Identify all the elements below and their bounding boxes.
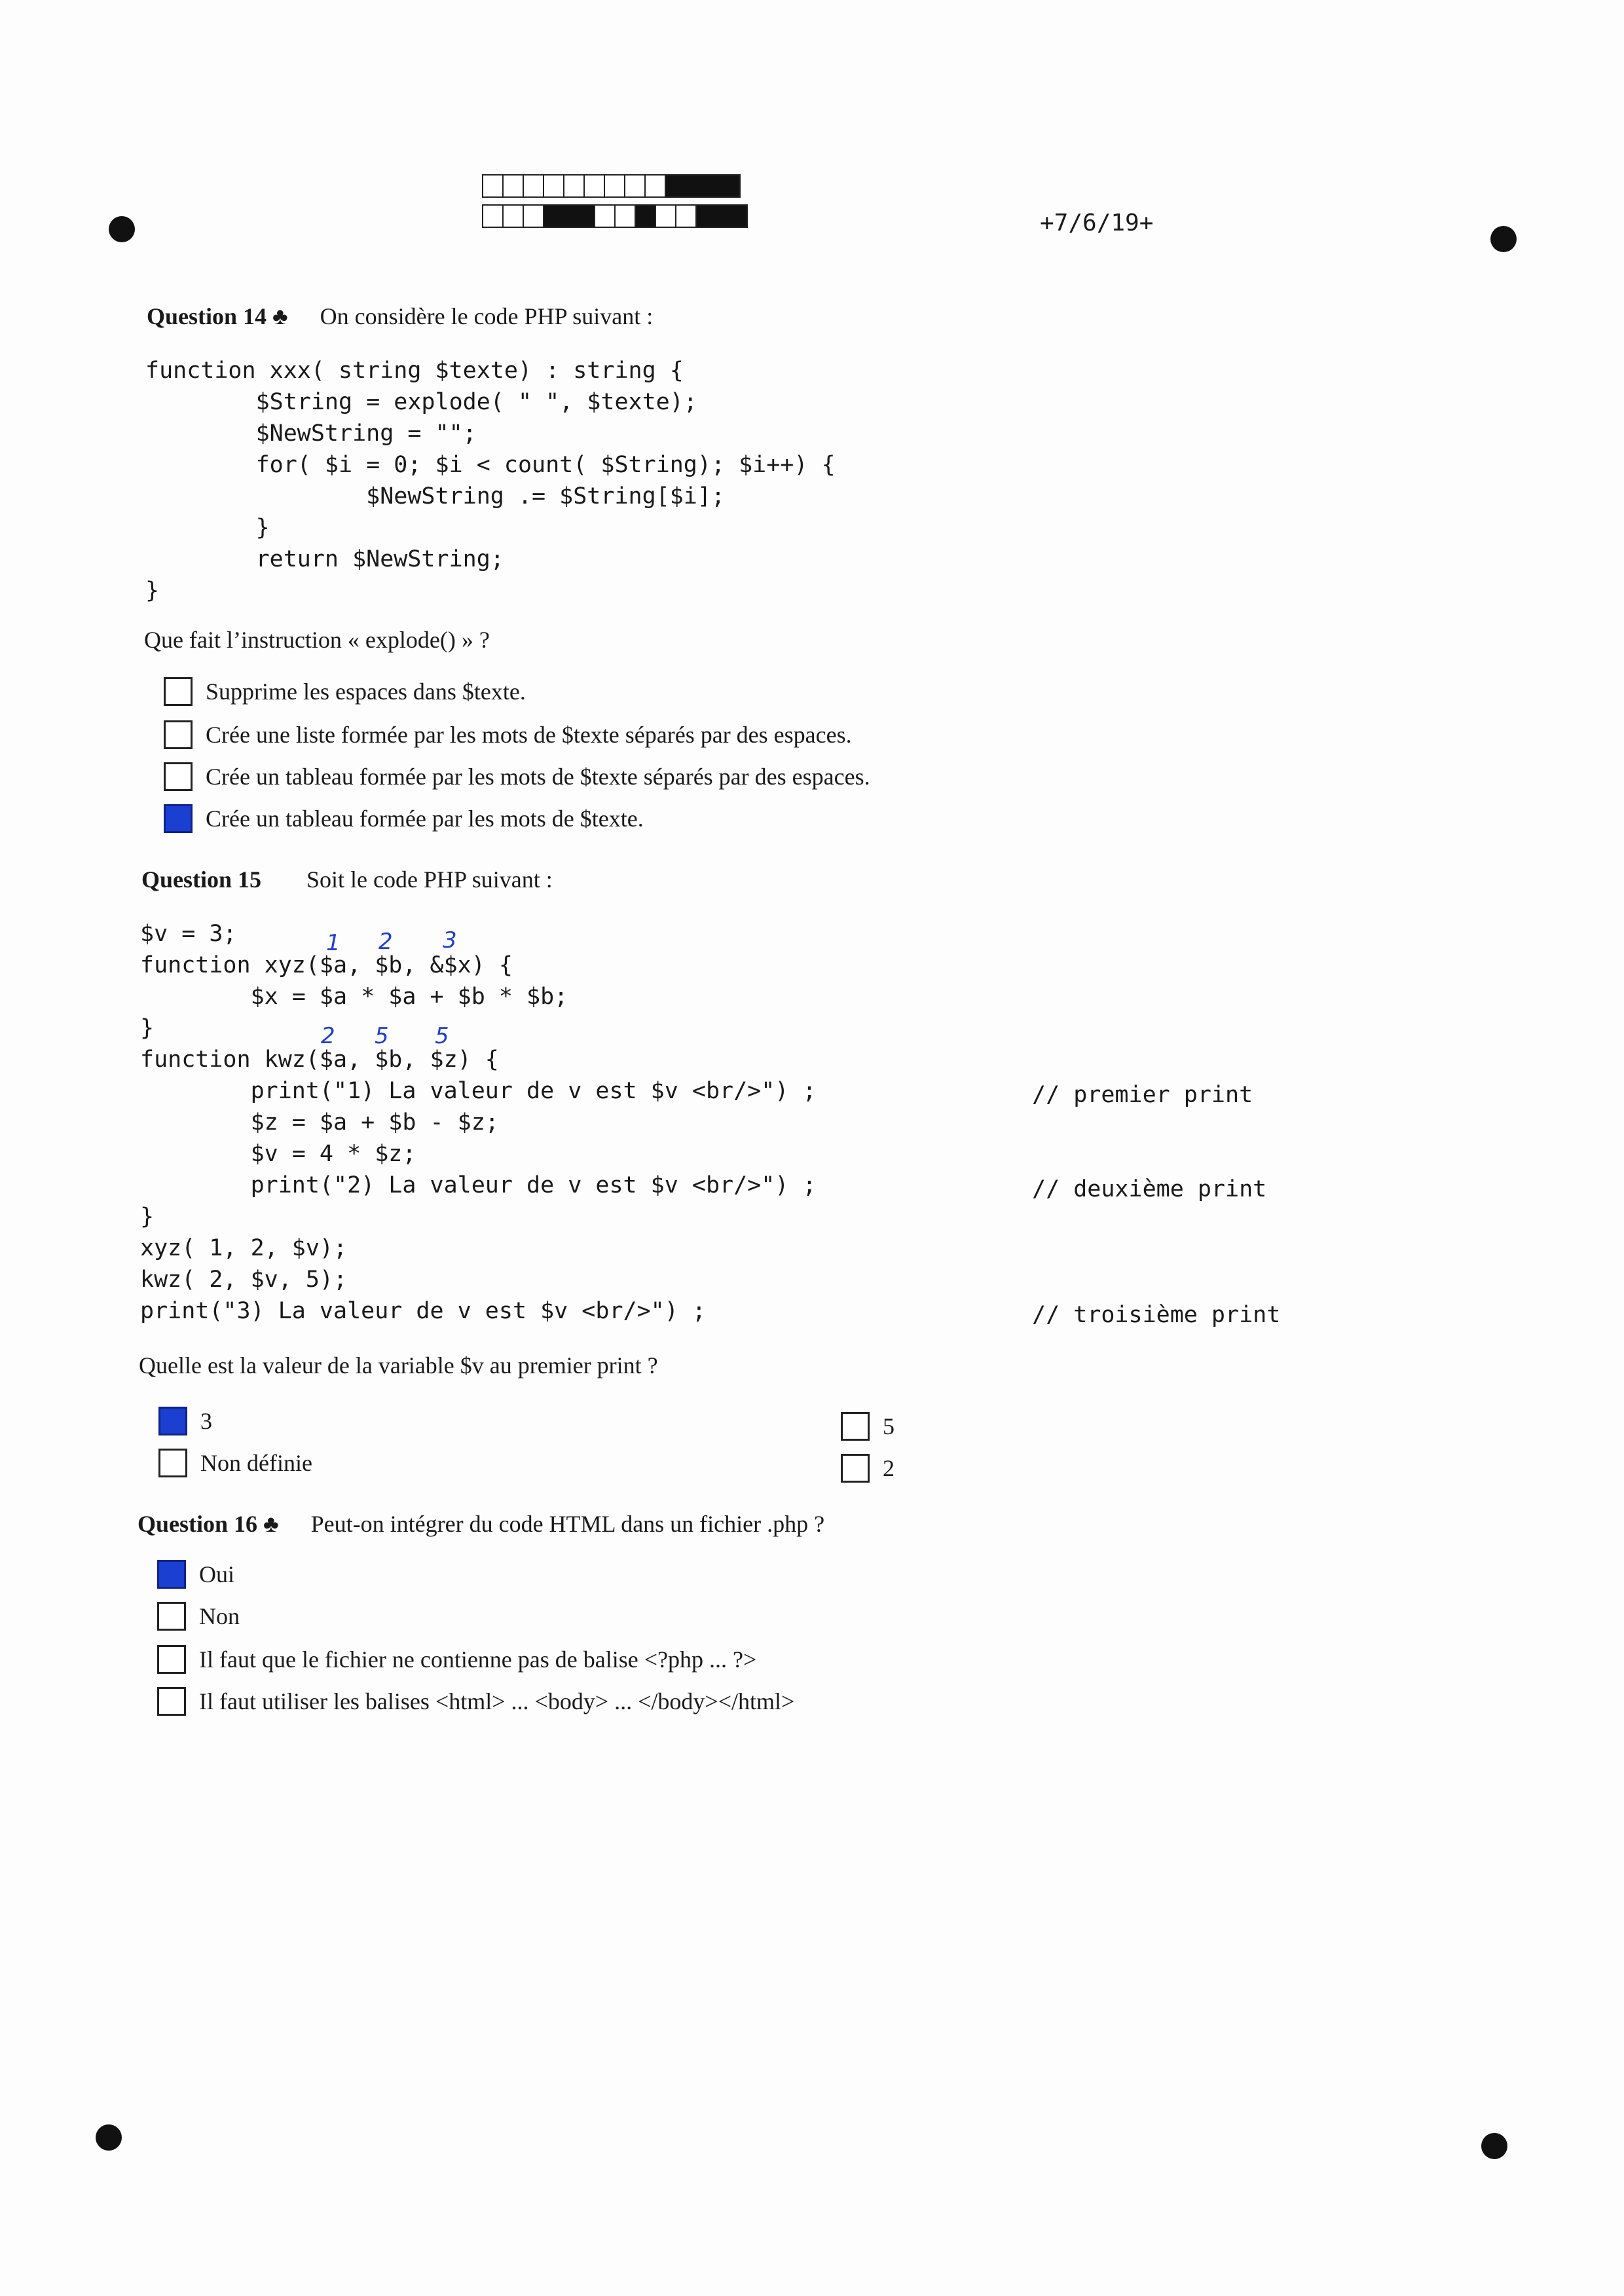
question-text: On considère le code PHP suivant : [320, 303, 654, 329]
q14-prompt: Que fait l’instruction « explode() » ? [144, 627, 490, 653]
q16-option-4[interactable]: Il faut utiliser les balises <html> ... <body> ... </body></html> [157, 1687, 794, 1716]
question-number: Question 14 [147, 303, 267, 329]
question-number: Question 15 [141, 866, 262, 893]
id-code-row-2 [482, 204, 747, 228]
club-icon: ♣ [263, 1511, 279, 1537]
handwritten-note: 5 [435, 1023, 449, 1049]
checkbox[interactable] [841, 1454, 870, 1483]
checkbox[interactable] [157, 1645, 186, 1674]
q15-option-2[interactable]: 5 [841, 1412, 895, 1441]
checkbox[interactable] [841, 1412, 870, 1441]
q14-option-4[interactable]: Crée un tableau formée par les mots de $texte. [164, 804, 644, 833]
checkbox[interactable] [164, 677, 193, 706]
q14-option-1[interactable]: Supprime les espaces dans $texte. [164, 677, 526, 706]
handwritten-note: 1 [326, 930, 341, 956]
checkbox[interactable] [158, 1449, 187, 1477]
checkbox-checked[interactable] [158, 1407, 187, 1435]
q16-option-2[interactable]: Non [157, 1602, 240, 1631]
registration-mark-bottom-left [96, 2124, 122, 2151]
question-16-heading [138, 1510, 824, 1538]
q14-code-block: function xxx( string $texte) : string { $String = explode( " ", $texte); $NewString = ""; for( $i = 0; $i < count( $String); $i++) { $NewString .= $String[$i]; } return $NewString; } [145, 358, 836, 604]
checkbox[interactable] [157, 1602, 186, 1631]
page-id: +7/6/19+ [1040, 210, 1154, 236]
q16-option-1[interactable]: Oui [157, 1560, 234, 1589]
id-code-row-1 [482, 174, 739, 198]
handwritten-note: 3 [443, 927, 457, 954]
question-text: Peut-on intégrer du code HTML dans un fichier .php ? [310, 1511, 825, 1537]
handwritten-note: 2 [321, 1023, 335, 1049]
q15-option-3[interactable]: Non définie [158, 1449, 312, 1477]
registration-mark-bottom-right [1481, 2133, 1507, 2159]
q16-option-3[interactable]: Il faut que le fichier ne contienne pas de balise <?php ... ?> [157, 1645, 756, 1674]
code-comment: // troisième print [1032, 1302, 1281, 1328]
q14-option-2[interactable]: Crée une liste formée par les mots de $texte séparés par des espaces. [164, 720, 852, 749]
registration-mark-top-left [109, 216, 135, 242]
q14-option-3[interactable]: Crée un tableau formée par les mots de $texte séparés par des espaces. [164, 762, 870, 791]
code-comment: // deuxième print [1032, 1176, 1267, 1202]
q15-prompt: Quelle est la valeur de la variable $v au premier print ? [139, 1352, 658, 1379]
checkbox-checked[interactable] [157, 1560, 186, 1589]
question-15-heading [141, 866, 553, 893]
question-14-heading [147, 303, 653, 330]
question-number: Question 16 [138, 1511, 258, 1537]
question-text: Soit le code PHP suivant : [306, 866, 553, 893]
handwritten-note: 5 [375, 1023, 389, 1049]
handwritten-note: 2 [378, 929, 393, 955]
q15-option-1[interactable]: 3 [158, 1407, 212, 1435]
checkbox[interactable] [164, 762, 193, 791]
registration-mark-top-right [1490, 226, 1517, 252]
club-icon: ♣ [272, 303, 288, 329]
q15-option-4[interactable]: 2 [841, 1454, 895, 1483]
checkbox-checked[interactable] [164, 804, 193, 833]
checkbox[interactable] [157, 1687, 186, 1716]
checkbox[interactable] [164, 720, 193, 749]
q15-code-block: $v = 3; function xyz($a, $b, &$x) { $x = $a * $a + $b * $b; } function kwz($a, $b, $z) { print("1) La valeur de v est $v <br/>") ; $z = $a + $b - $z; $v = 4 * $z; print("2) La valeur de v est $v <br/>") ; } xyz( 1, 2, $v); kwz( 2, $v, 5); print("3) La valeur de v est $v <br/>") ; [140, 921, 817, 1324]
code-comment: // premier print [1032, 1082, 1253, 1108]
